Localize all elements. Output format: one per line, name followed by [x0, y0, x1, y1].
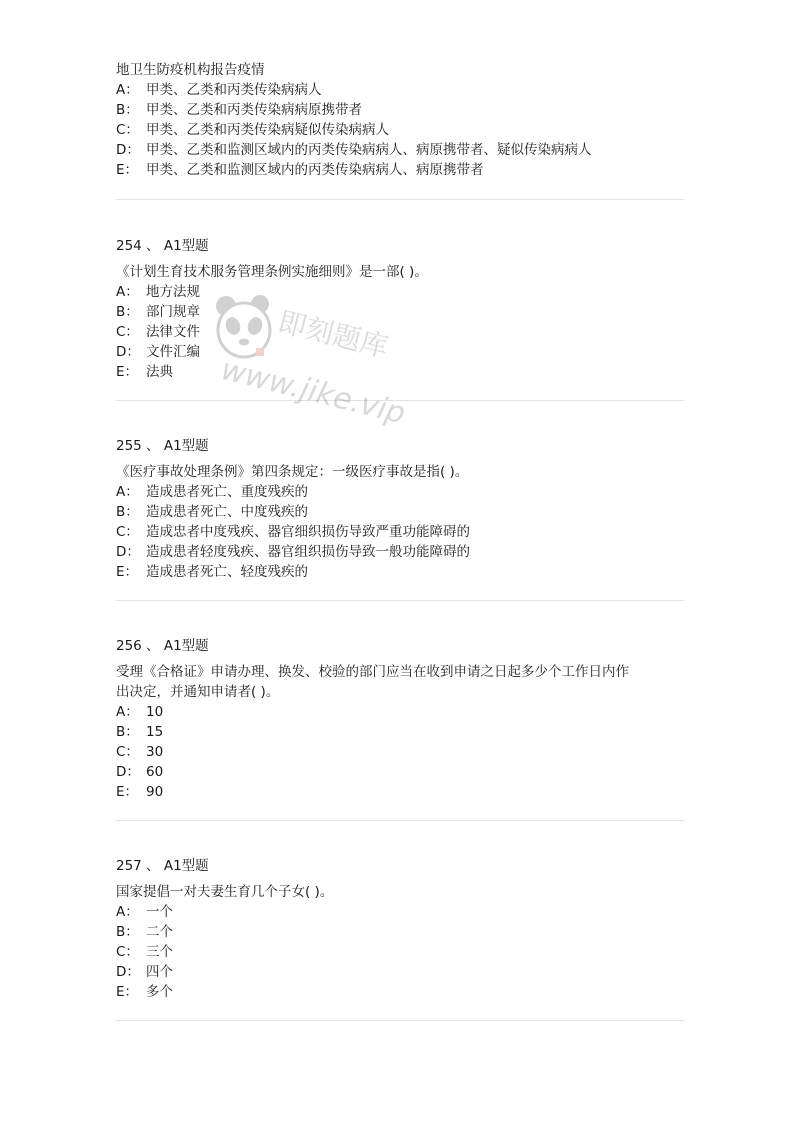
option-d — [116, 140, 592, 160]
option-text: 造成患者死亡、中度残疾的 — [146, 504, 308, 520]
option-text: 文件汇编 — [146, 344, 200, 360]
option-letter: D： — [116, 344, 140, 360]
option-a — [116, 282, 200, 302]
watermark-brand: 即刻题库 — [274, 304, 392, 364]
option-b — [116, 922, 173, 942]
question-header: 255 、 A1型题 — [116, 438, 209, 454]
watermark-url: www.jike.vip — [217, 352, 409, 432]
option-text: 三个 — [146, 944, 173, 960]
option-letter: A： — [116, 484, 139, 500]
option-text: 四个 — [146, 964, 173, 980]
option-letter: A： — [116, 284, 139, 300]
option-a — [116, 482, 308, 502]
option-text: 甲类、乙类和丙类传染病病原携带者 — [146, 102, 362, 118]
option-letter: D： — [116, 964, 140, 980]
watermark — [212, 286, 422, 432]
question-stem: 《计划生育技术服务管理条例实施细则》是一部( )。 — [116, 264, 428, 280]
question-stem: 地卫生防疫机构报告疫情 — [116, 62, 265, 78]
option-letter: A： — [116, 704, 139, 720]
panda-logo-icon — [212, 292, 276, 362]
option-text: 60 — [146, 764, 164, 780]
option-letter: D： — [116, 142, 140, 158]
section-divider — [116, 600, 684, 601]
option-letter: B： — [116, 924, 139, 940]
option-e — [116, 362, 173, 382]
option-text: 甲类、乙类和丙类传染病疑似传染病病人 — [146, 122, 389, 138]
option-e — [116, 782, 163, 802]
section-divider — [116, 400, 684, 401]
option-letter: B： — [116, 102, 139, 118]
question-header: 256 、 A1型题 — [116, 638, 209, 654]
option-letter: A： — [116, 82, 139, 98]
option-text: 造成患者死亡、轻度残疾的 — [146, 564, 308, 580]
option-text: 甲类、乙类和监测区域内的丙类传染病病人、病原携带者 — [146, 162, 484, 178]
option-letter: D： — [116, 544, 140, 560]
section-divider — [116, 1020, 684, 1021]
option-text: 造成患者轻度残疾、器官组织损伤导致一般功能障碍的 — [146, 544, 470, 560]
option-c — [116, 742, 163, 762]
option-letter: E： — [116, 564, 139, 580]
option-letter: B： — [116, 304, 139, 320]
question-header: 254 、 A1型题 — [116, 238, 209, 254]
option-text: 地方法规 — [146, 284, 200, 300]
section-divider — [116, 199, 684, 200]
option-d — [116, 962, 173, 982]
question-header: 257 、 A1型题 — [116, 858, 209, 874]
option-letter: C： — [116, 122, 139, 138]
option-letter: E： — [116, 364, 139, 380]
option-a — [116, 702, 163, 722]
question-stem: 国家提倡一对夫妻生育几个子女( )。 — [116, 884, 334, 900]
option-letter: E： — [116, 162, 139, 178]
option-a — [116, 80, 322, 100]
option-letter: B： — [116, 504, 139, 520]
option-letter: A： — [116, 904, 139, 920]
option-text: 10 — [146, 704, 164, 720]
option-c — [116, 942, 173, 962]
option-text: 30 — [146, 744, 164, 760]
option-text: 15 — [146, 724, 164, 740]
option-letter: D： — [116, 764, 140, 780]
option-letter: E： — [116, 984, 139, 1000]
option-text: 部门规章 — [146, 304, 200, 320]
option-text: 二个 — [146, 924, 173, 940]
option-text: 90 — [146, 784, 164, 800]
option-a — [116, 902, 173, 922]
option-text: 甲类、乙类和丙类传染病病人 — [146, 82, 322, 98]
option-b — [116, 302, 200, 322]
option-b — [116, 100, 362, 120]
option-text: 造成忠者中度残疾、器官细织损伤导致严重功能障碍的 — [146, 524, 470, 540]
section-divider — [116, 820, 684, 821]
option-b — [116, 722, 163, 742]
option-text: 法律文件 — [146, 324, 200, 340]
option-c — [116, 120, 389, 140]
option-d — [116, 342, 200, 362]
option-letter: C： — [116, 324, 139, 340]
option-letter: C： — [116, 744, 139, 760]
option-letter: C： — [116, 944, 139, 960]
option-e — [116, 562, 308, 582]
option-text: 多个 — [146, 984, 173, 1000]
option-d — [116, 762, 163, 782]
option-text: 甲类、乙类和监测区域内的丙类传染病病人、病原携带者、疑似传染病病人 — [146, 142, 592, 158]
option-text: 造成患者死亡、重度残疾的 — [146, 484, 308, 500]
option-c — [116, 322, 200, 342]
option-text: 一个 — [146, 904, 173, 920]
question-stem: 受理《合格证》申请办理、换发、校验的部门应当在收到申请之日起多少个工作日内作 — [116, 664, 629, 680]
option-e — [116, 160, 484, 180]
option-d — [116, 542, 470, 562]
option-text: 法典 — [146, 364, 173, 380]
option-letter: C： — [116, 524, 139, 540]
option-e — [116, 982, 173, 1002]
question-stem: 《医疗事故处理条例》第四条规定：一级医疗事故是指( )。 — [116, 464, 469, 480]
option-c — [116, 522, 470, 542]
question-stem-continued: 出决定，并通知申请者( )。 — [116, 684, 280, 700]
option-letter: B： — [116, 724, 139, 740]
option-letter: E： — [116, 784, 139, 800]
option-b — [116, 502, 308, 522]
